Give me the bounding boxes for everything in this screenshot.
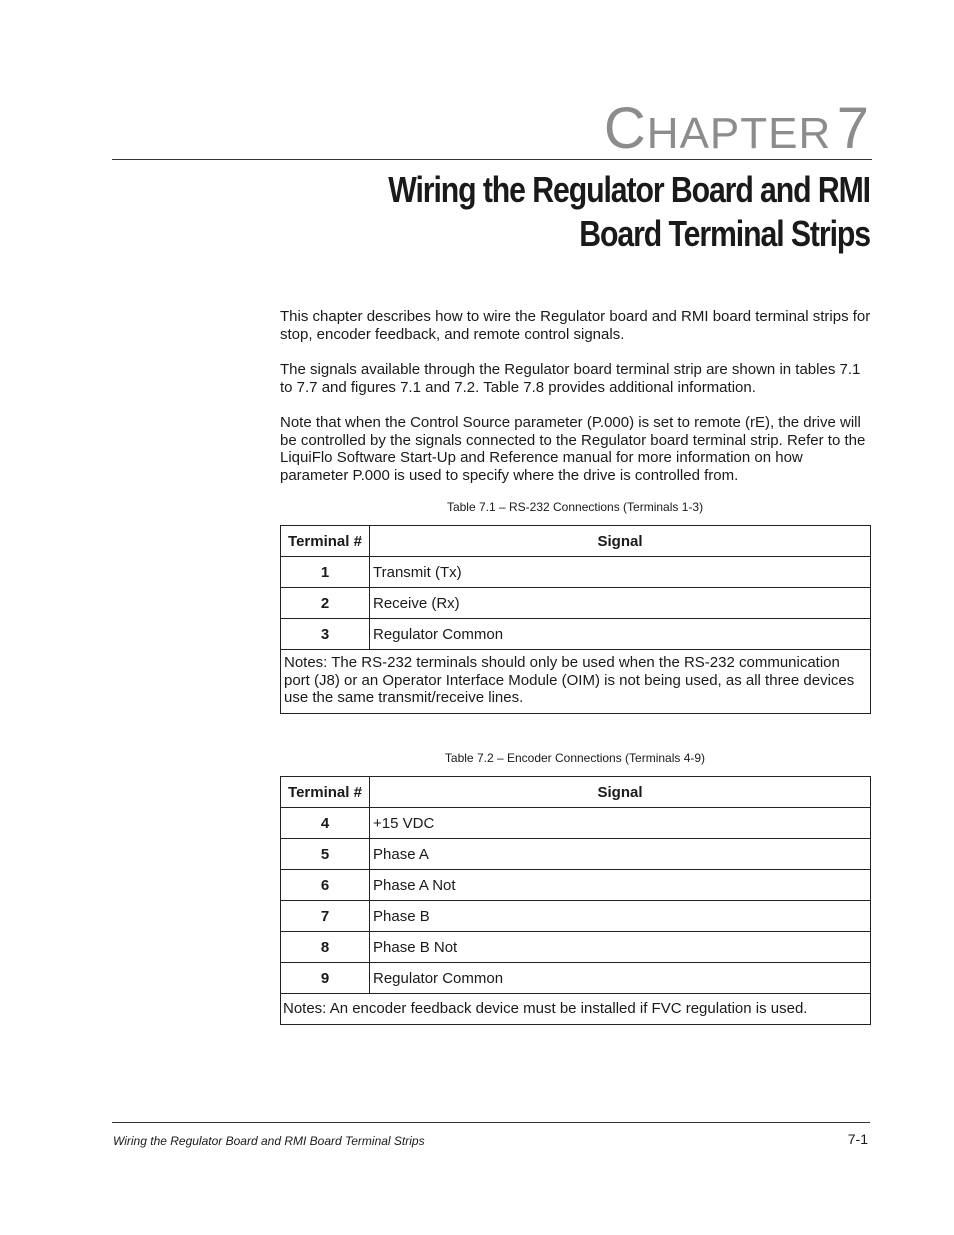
terminal-number: 1: [281, 557, 370, 588]
page-number: 7-1: [847, 1131, 868, 1147]
table-7-2-caption: Table 7.2 – Encoder Connections (Terminals 4-9): [444, 751, 706, 765]
signal-name: Transmit (Tx): [370, 557, 871, 588]
table-row: [281, 557, 871, 588]
signal-name: +15 VDC: [370, 808, 871, 839]
table-row: [281, 588, 871, 619]
table-header-row: [281, 777, 871, 808]
header-signal: Signal: [370, 526, 871, 557]
terminal-number: 9: [281, 963, 370, 994]
signals-paragraph: The signals available through the Regulator board terminal strip are shown in tables 7.1 to 7.7 and figures 7.1 and 7.2. Table 7.8 provides additional information.: [280, 361, 861, 396]
table-7-1-caption: Table 7.1 – RS-232 Connections (Terminals 1-3): [446, 500, 704, 514]
terminal-number: 8: [281, 932, 370, 963]
chapter-title-line-2: Board Terminal Strips: [579, 213, 870, 254]
table-notes: Notes: The RS-232 terminals should only be used when the RS-232 communication port (J8) or an Operator Interface Module (OIM) is not being used, as all three devices use the same transmit/receive lines.: [281, 650, 871, 714]
table-row: [281, 963, 871, 994]
terminal-number: 4: [281, 808, 370, 839]
terminal-number: 2: [281, 588, 370, 619]
table-row: [281, 932, 871, 963]
table-row: [281, 619, 871, 650]
header-terminal: Terminal #: [281, 777, 370, 808]
signal-name: Receive (Rx): [370, 588, 871, 619]
footer-title: Wiring the Regulator Board and RMI Board Terminal Strips: [113, 1134, 425, 1148]
table-row: [281, 808, 871, 839]
chapter-label-rest: HAPTER: [646, 109, 832, 158]
chapter-title: [349, 168, 870, 256]
terminal-number: 3: [281, 619, 370, 650]
table-row: [281, 901, 871, 932]
chapter-label: [603, 96, 870, 161]
table-notes-row: [281, 994, 871, 1025]
terminal-number: 5: [281, 839, 370, 870]
table-7-1: [280, 525, 871, 714]
table-notes: Notes: An encoder feedback device must be installed if FVC regulation is used.: [281, 994, 871, 1025]
chapter-number: 7: [836, 96, 870, 161]
header-terminal: Terminal #: [281, 526, 370, 557]
table-row: [281, 839, 871, 870]
table-7-2: [280, 776, 871, 1025]
intro-paragraph: This chapter describes how to wire the Regulator board and RMI board terminal strips for stop, encoder feedback, and remote control signals.: [280, 308, 871, 343]
header-signal: Signal: [370, 777, 871, 808]
table-row: [281, 870, 871, 901]
signal-name: Regulator Common: [370, 963, 871, 994]
signal-name: Phase B: [370, 901, 871, 932]
chapter-divider: [112, 159, 872, 160]
signal-name: Phase B Not: [370, 932, 871, 963]
terminal-number: 7: [281, 901, 370, 932]
chapter-title-line-1: Wiring the Regulator Board and RMI: [388, 169, 870, 210]
footer-divider: [112, 1122, 870, 1123]
table-notes-row: [281, 650, 871, 714]
signal-name: Regulator Common: [370, 619, 871, 650]
table-header-row: [281, 526, 871, 557]
chapter-label-initial: C: [603, 96, 647, 161]
terminal-number: 6: [281, 870, 370, 901]
control-source-paragraph: Note that when the Control Source parameter (P.000) is set to remote (rE), the drive will be controlled by the signals connected to the Regulator board terminal strip. Refer to the LiquiFlo Software Start-Up and Reference manual for more information on how parameter P.000 is used to specify where the drive is controlled from.: [280, 414, 866, 484]
signal-name: Phase A: [370, 839, 871, 870]
signal-name: Phase A Not: [370, 870, 871, 901]
